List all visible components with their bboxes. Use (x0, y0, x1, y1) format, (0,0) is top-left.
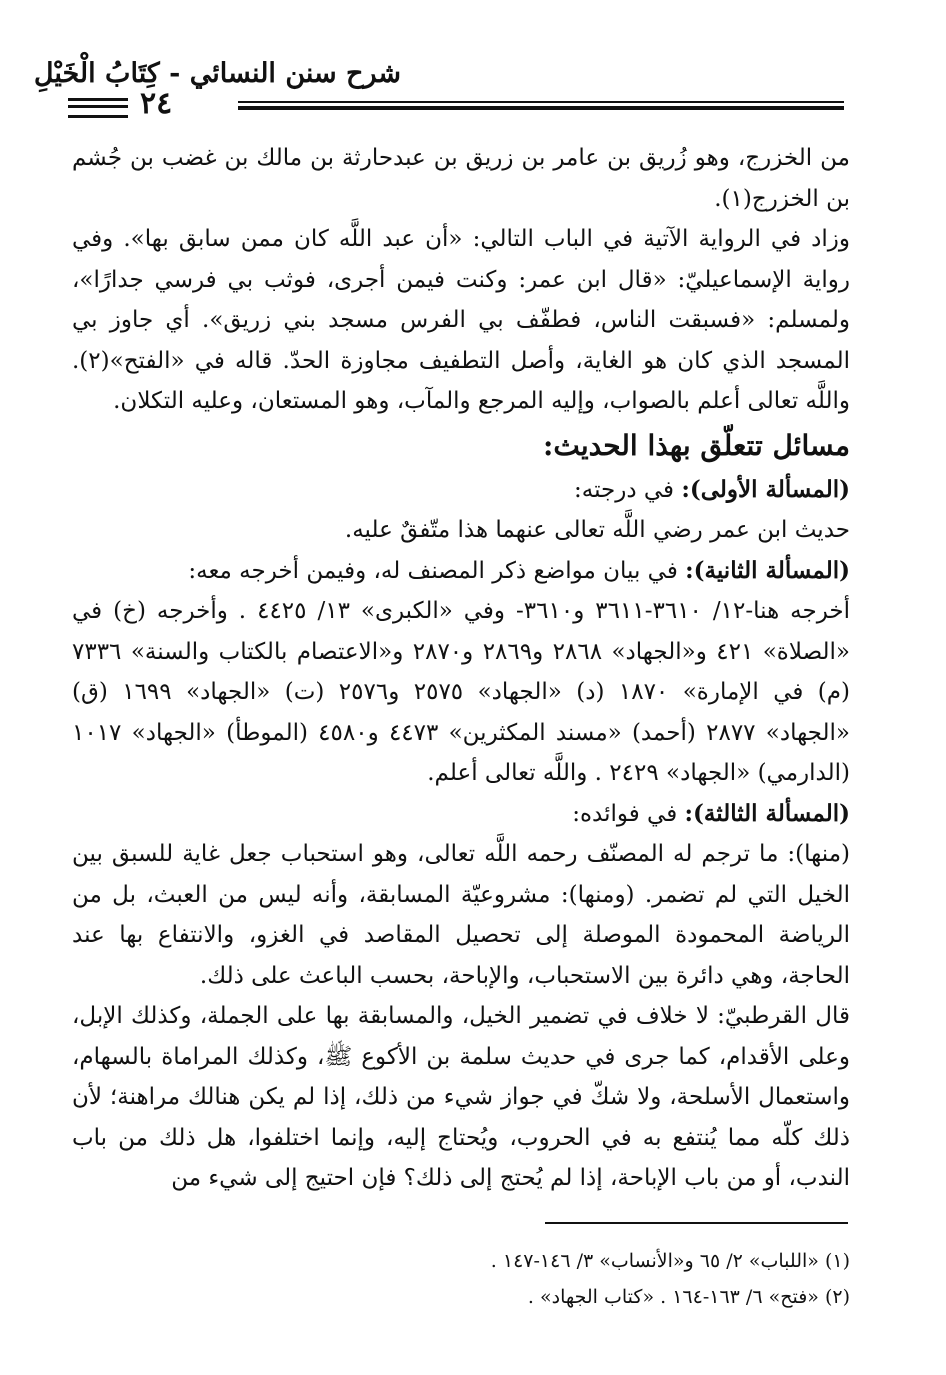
question-3-heading (72, 794, 850, 835)
question-3-text: (منها): ما ترجم له المصنّف رحمه اللَّه تعالى، وهو استحباب جعل غاية للسبق بين الخيل التي لم تضمر. (ومنها): مشروعيّة المسابقة، وأنه ليس من العبث، بل من الرياضة المحمودة الموصلة إلى تحصيل المقاصد في الغزو، والانتفاع بها عند الحاجة، وهي دائرة بين الاستحباب، والإباحة، بحسب الباعث على ذلك. (72, 841, 850, 989)
page-number: ٢٤ (140, 86, 173, 121)
question-2-heading (72, 551, 850, 592)
page-number-block (68, 86, 238, 122)
qurtubi-paragraph: قال القرطبيّ: لا خلاف في تضمير الخيل، والمسابقة بها على الجملة، وكذلك الإبل، وعلى الأقدام، كما جرى في حديث سلمة بن الأكوع ﷺ، وكذلك المراماة بالسهام، واستعمال الأسلحة، ولا شكّ في جواز شيء من ذلك، إذا لم يكن هنالك مراهنة؛ لأن ذلك كلّه مما يُنتفع به في الحروب، ويُحتاج إليه، وإنما اختلفوا، هل ذلك من باب الندب، أو من باب الإباحة، إذا لم يُحتج إلى ذلك؟ فإن احتيج إلى شيء من (72, 1003, 850, 1191)
main-text (72, 138, 850, 1199)
question-1-text: حديث ابن عمر رضي اللَّه تعالى عنهما هذا متّفقٌ عليه. (344, 517, 850, 543)
paragraph-2: وزاد في الرواية الآتية في الباب التالي: «أن عبد اللَّه كان ممن سابق بها». وفي رواية الإسماعيليّ: «قال ابن عمر: وكنت فيمن أجرى، فوثب بي فرسي جدارًا»، ولمسلم: «فسبقت الناس، فطفّف بي الفرس مسجد بني زريق». أي جاوز بي المسجد الذي كان هو الغاية، وأصل التطفيف مجاوزة الحدّ. قاله في «الفتح»(٢). واللَّه تعالى أعلم بالصواب، وإليه المرجع والمآب، وهو المستعان، وعليه التكلان. (72, 226, 851, 414)
running-header-title: شرح سنن النسائي - كِتَابُ الْخَيْلِ (33, 58, 401, 89)
question-3-title: في فوائده: (572, 800, 678, 827)
page-number-ornament (68, 98, 128, 118)
question-2-text: أخرجه هنا-١٢/ ٣٦١٠-٣٦١١ و٣٦١٠- وفي «الكبرى» ١٣/ ٤٤٢٥ . وأخرجه (خ) في «الصلاة» ٤٢١ و«الجهاد» ٢٨٦٨ و٢٨٦٩ و٢٨٧٠ و«الاعتصام بالكتاب والسنة» ٧٣٣٦ (م) في الإمارة» ١٨٧٠ (د) «الجهاد» ٢٥٧٥ و٢٥٧٦ (ت) «الجهاد» ١٦٩٩ (ق) «الجهاد» ٢٨٧٧ (أحمد) «مسند المكثرين» ٤٤٧٣ و٤٥٨٠ (الموطأ) «الجهاد» ١٠١٧ (الدارمي) «الجهاد» ٢٤٢٩ . واللَّه تعالى أعلم. (72, 598, 851, 786)
question-2-title: في بيان مواضع ذكر المصنف له، وفيمن أخرجه معه: (188, 557, 678, 584)
paragraph-1: من الخزرج، وهو زُريق بن عامر بن زريق بن عبدحارثة بن مالك بن غضب بن جُشم بن الخزرج(١). (72, 145, 850, 212)
section-title: مسائل تتعلّق بهذا الحديث: (542, 428, 850, 462)
footnotes (72, 1243, 850, 1315)
footnote-rule (545, 1222, 848, 1224)
question-1-heading (72, 470, 850, 511)
question-2-label: (المسألة الثانية): (685, 556, 850, 584)
question-3-label: (المسألة الثالثة): (684, 799, 850, 827)
footnote-2: (٢) «فتح» ٦/ ١٦٣-١٦٤ . «كتاب الجهاد» . (527, 1286, 850, 1308)
footnote-1: (١) «اللباب» ٢/ ٦٥ و«الأنساب» ٣/ ١٤٦-١٤٧ . (490, 1250, 850, 1272)
question-1-label: (المسألة الأولى): (681, 475, 850, 503)
question-1-title: في درجته: (573, 476, 675, 503)
